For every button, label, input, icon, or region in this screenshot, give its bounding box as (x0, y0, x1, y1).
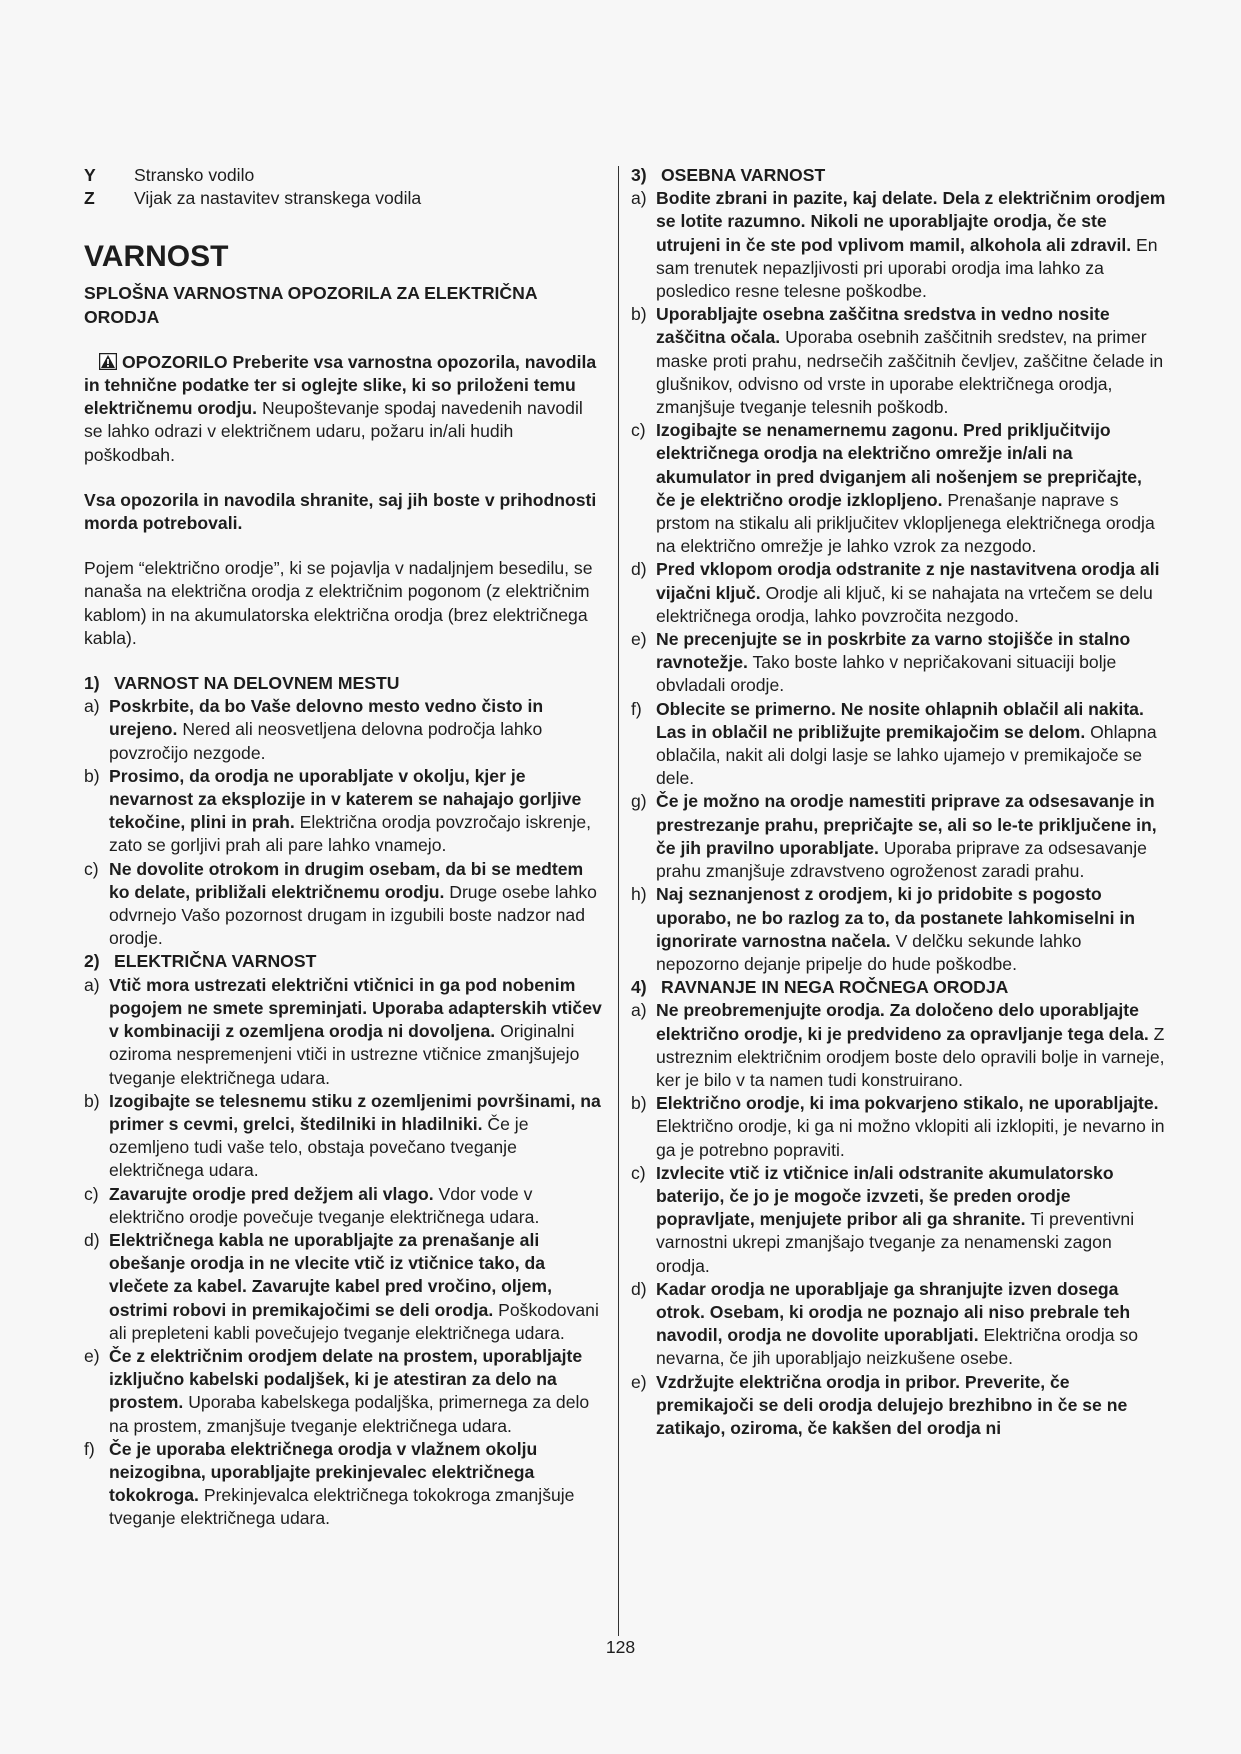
list-item (84, 974, 606, 1090)
legend-row (84, 164, 606, 187)
list-item (631, 187, 1166, 303)
legend-letter: Z (84, 188, 95, 209)
list-item (84, 858, 606, 951)
warning-icon (99, 353, 117, 370)
item-bold-text: Bodite zbrani in pazite, kaj delate. Dela z električnim orodjem se lotite razumno. Nikoli ne uporabljajte orodja, če ste utrujeni in če ste pod vplivom mamil, alkohola ali zdravil. (656, 188, 1166, 255)
item-bold-text: Oblecite se primerno. Ne nosite ohlapnih oblačil ali nakita. Las in oblačil ne približujte premikajočim se delom. (656, 698, 1144, 742)
right-column (631, 164, 1166, 1440)
keep-instructions: Vsa opozorila in navodila shranite, saj jih boste v prihodnosti morda potrebovali. (84, 489, 597, 534)
item-text: Uporaba kabelskega podaljška, primernega za delo na prostem, zmanjšuje tveganje električnega udara. (109, 1392, 590, 1436)
section-work-area (84, 672, 606, 950)
item-bold-text: Električno orodje, ki ima pokvarjeno stikalo, ne uporabljajte. (656, 1093, 1159, 1114)
item-text: Originalni oziroma nespremenjeni vtiči in ustrezne vtičnice zmanjšujejo tveganje električnega udara. (109, 1021, 580, 1088)
parts-legend (84, 164, 606, 210)
item-letter: a) (84, 696, 100, 717)
warning-label: OPOZORILO (122, 351, 228, 372)
item-letter: f) (631, 698, 642, 719)
item-letter: a) (631, 188, 647, 209)
item-letter: c) (84, 1183, 99, 1204)
list-item (84, 765, 606, 858)
item-letter: a) (84, 974, 100, 995)
list-item (631, 790, 1166, 883)
item-text: Z ustreznim električnim orodjem boste delo opravili bolje in varneje, ker je bilo v ta namen tudi konstruirano. (656, 1023, 1165, 1090)
item-text: V delčku sekunde lahko nepozorno dejanje pripelje do hude poškodbe. (656, 930, 1082, 974)
item-letter: d) (631, 559, 647, 580)
left-column (84, 164, 606, 1531)
list-item (84, 1090, 606, 1183)
item-letter: e) (631, 629, 647, 650)
list-item (631, 1092, 1166, 1162)
column-divider (618, 166, 619, 1636)
legend-row (84, 187, 606, 210)
item-text: Električna orodja so nevarna, če jih uporabljajo neizkušene osebe. (656, 1325, 1138, 1369)
item-letter: b) (631, 1093, 647, 1114)
section-number: 3) (631, 165, 647, 185)
item-bold-text: Ne preobremenjujte orodja. Za določeno delo uporabljajte električno orodje, ki je predvideno za opravljanje tega dela. (656, 1000, 1149, 1044)
item-text: Nered ali neosvetljena delovna področja lahko povzročijo nezgode. (109, 719, 543, 763)
item-bold-text: Ne precenjujte se in poskrbite za varno stojišče in stalno ravnotežje. (656, 629, 1131, 673)
definition-paragraph: Pojem “električno orodje”, ki se pojavlja v nadaljnjem besedilu, se nanaša na električna orodja z električnim pogonom (z električnim kablom) in na akumulatorska električna orodja (brez električnega kabla). (84, 558, 593, 648)
item-bold-text: Pred vklopom orodja odstranite z nje nastavitvena orodja ali vijačni ključ. (656, 559, 1160, 603)
item-text: Druge osebe lahko odvrnejo Vašo pozornost drugam in izgubili boste nadzor nad orodje. (109, 881, 597, 949)
section-subtitle: SPLOŠNA VARNOSTNA OPOZORILA ZA ELEKTRIČNA ORODJA (84, 283, 537, 327)
section-heading-text: ELEKTRIČNA VARNOST (114, 951, 317, 972)
list-item (631, 628, 1166, 698)
item-text: Ohlapna oblačila, nakit ali dolgi lasje se lahko ujamejo v premikajoče se dele. (656, 721, 1157, 789)
section-heading (84, 950, 606, 973)
section-heading-text: RAVNANJE IN NEGA ROČNEGA ORODJA (661, 977, 1009, 998)
section-electrical-safety (84, 950, 606, 1530)
item-text: Uporaba osebnih zaščitnih sredstev, na primer maske proti prahu, nedrsečih zaščitnih čevljev, zaščitne čelade in glušnikov, odvisno od vrste in uporabe električnega orodja, zmanjšuje tveganje telesnih poškodb. (656, 327, 1164, 418)
warning-text: Neupoštevanje spodaj navedenih navodil se lahko odrazi v električnem udaru, požaru in/ali hudih poškodbah. (84, 398, 583, 465)
item-bold-text: Uporabljajte osebna zaščitna sredstva in vedno nosite zaščitna očala. (656, 304, 1110, 348)
item-bold-text: Poskrbite, da bo Vaše delovno mesto vedno čisto in urejeno. (109, 696, 544, 740)
item-letter: b) (84, 1090, 100, 1111)
section-tool-care (631, 976, 1166, 1440)
item-letter: c) (631, 420, 646, 441)
item-text: Če je ozemljeno tudi vaše telo, obstaja povečano tveganje električnega udara. (109, 1113, 529, 1181)
item-text: Prekinjevalca električnega tokokroga zmanjšuje tveganje električnega udara. (109, 1485, 575, 1529)
item-bold-text: Električnega kabla ne uporabljajte za prenašanje ali obešanje orodja in ne vlecite vtič iz vtičnice tako, da vlečete za kabel. Zavarujte kabel pred vročino, oljem, ostrimi robovi in premikajočimi se deli orodja. (109, 1229, 552, 1320)
item-letter: c) (84, 858, 99, 879)
list-item (631, 419, 1166, 558)
item-letter: f) (84, 1438, 95, 1459)
legend-text: Vijak za nastavitev stranskega vodila (134, 188, 422, 209)
list-item (631, 999, 1166, 1092)
item-letter: b) (84, 765, 100, 786)
item-bold-text: Izogibajte se nenamernemu zagonu. Pred priključitvijo električnega orodja na električno omrežje in/ali na akumulator in pred dviganjem ali nošenjem se prepričajte, če je električno orodje izklopljeno. (656, 420, 1142, 510)
item-text: Električno orodje, ki ga ni možno vklopiti ali izklopiti, je nevarno in ga je potrebno popraviti. (656, 1116, 1165, 1160)
item-letter: h) (631, 884, 647, 905)
item-text: Poškodovani ali prepleteni kabli povečujejo tveganje električnega udara. (109, 1299, 599, 1343)
item-bold-text: Izogibajte se telesnemu stiku z ozemljenimi površinami, na primer s cevmi, grelci, štedilniki in hladilniki. (109, 1090, 601, 1134)
list-item (84, 1229, 606, 1345)
item-text: Vdor vode v električno orodje povečuje tveganje električnega udara. (109, 1183, 540, 1227)
item-text: Ti preventivni varnostni ukrepi zmanjšajo tveganje za nenamenski zagon orodja. (656, 1209, 1135, 1276)
item-text: Prenašanje naprave s prstom na stikalu ali priključitev vklopljenega električnega orodja na električno omrežje je lahko vzrok za nezgodo. (656, 489, 1155, 557)
list-item (84, 1183, 606, 1229)
item-letter: b) (631, 304, 647, 325)
section-title: VARNOST (84, 240, 229, 274)
item-bold-text: Vtič mora ustrezati električni vtičnici in ga pod nobenim pogojem ne smete spreminjati. Uporaba adapterskih vtičev v kombinaciji z ozemljena orodja ni dovoljena. (109, 974, 602, 1042)
item-bold-text: Izvlecite vtič iz vtičnice in/ali odstranite akumulatorsko baterijo, če jo je mogoče izvzeti, še preden orodje popravljate, menjujete pribor ali ga shranite. (656, 1162, 1114, 1230)
section-number: 2) (84, 951, 100, 972)
warning-paragraph (84, 351, 606, 467)
item-bold-text: Prosimo, da orodja ne uporabljate v okolju, kjer je nevarnost za eksplozije in v katerem se nahajajo gorljive tekočine, plini in prah. (109, 765, 582, 833)
list-item (84, 1438, 606, 1531)
item-letter: c) (631, 1162, 646, 1183)
section-heading-text: VARNOST NA DELOVNEM MESTU (114, 673, 400, 694)
section-number: 4) (631, 977, 647, 998)
section-personal-safety (631, 164, 1166, 976)
list-item (84, 1345, 606, 1438)
list-item (631, 698, 1166, 791)
section-heading-text: OSEBNA VARNOST (661, 165, 826, 185)
list-item (84, 695, 606, 765)
legend-text: Stransko vodilo (134, 165, 255, 185)
item-letter: g) (631, 791, 647, 812)
item-text: En sam trenutek nepazljivosti pri uporabi orodja ima lahko za posledico resne telesne poškodbe. (656, 234, 1158, 302)
list-item (631, 1162, 1166, 1278)
list-item (631, 1278, 1166, 1371)
list-item (631, 303, 1166, 419)
section-heading (84, 672, 606, 695)
item-bold-text: Ne dovolite otrokom in drugim osebam, da bi se medtem ko delate, približali električnemu orodju. (109, 858, 584, 902)
item-bold-text: Če z električnim orodjem delate na prostem, uporabljajte izključno kabelski podaljšek, ki je atestiran za delo na prostem. (109, 1345, 583, 1413)
section-number: 1) (84, 673, 100, 694)
legend-letter: Y (84, 165, 96, 185)
item-text: Električna orodja povzročajo iskrenje, zato se gorljivi prah ali pare lahko vnamejo. (109, 812, 592, 856)
item-letter: e) (84, 1345, 100, 1366)
item-bold-text: Če je uporaba električnega orodja v vlažnem okolju neizogibna, uporabljajte prekinjevalec električnega tokokroga. (109, 1438, 538, 1506)
item-letter: d) (84, 1229, 100, 1250)
item-letter: e) (631, 1371, 647, 1392)
item-letter: d) (631, 1278, 647, 1299)
page-number: 128 (605, 1637, 636, 1657)
warning-bold-text: Preberite vsa varnostna opozorila, navodila in tehnične podatke ter si oglejte slike, ki so priloženi temu električnemu orodju. (84, 351, 597, 419)
item-bold-text: Kadar orodja ne uporabljaje ga shranjujte izven dosega otrok. Osebam, ki orodja ne poznajo ali niso prebrale teh navodil, orodja ne dovolite uporabljati. (656, 1278, 1131, 1346)
item-letter: a) (631, 1000, 647, 1021)
item-bold-text: Zavarujte orodje pred dežjem ali vlago. (109, 1183, 434, 1204)
item-text: Uporaba priprave za odsesavanje prahu zmanjšuje zdravstveno ogroženost zaradi prahu. (656, 837, 1147, 882)
list-item (631, 558, 1166, 628)
item-text: Orodje ali ključ, ki se nahajata na vrtečem se delu električnega orodja, lahko povzročita nezgodo. (656, 582, 1153, 626)
item-bold-text: Naj seznanjenost z orodjem, ki jo pridobite s pogosto uporabo, ne bo razlog za to, da postanete lahkomiselni in ignorirate varnostna načela. (656, 884, 1136, 951)
item-text: Tako boste lahko v nepričakovani situaciji bolje obvladali orodje. (656, 652, 1117, 696)
section-heading (631, 164, 1166, 187)
list-item (631, 1371, 1166, 1441)
list-item (631, 883, 1166, 976)
item-bold-text: Če je možno na orodje namestiti priprave za odsesavanje in prestrezanje prahu, prepričajte se, ali so le-te priključene in, če jih pravilno uporabljate. (656, 791, 1157, 858)
item-bold-text: Vzdržujte električna orodja in pribor. Preverite, če premikajoči se deli orodja delujejo brezhibno in če se ne zatikajo, oziroma, če kakšen del orodja ni (656, 1371, 1128, 1438)
section-heading (631, 976, 1166, 999)
